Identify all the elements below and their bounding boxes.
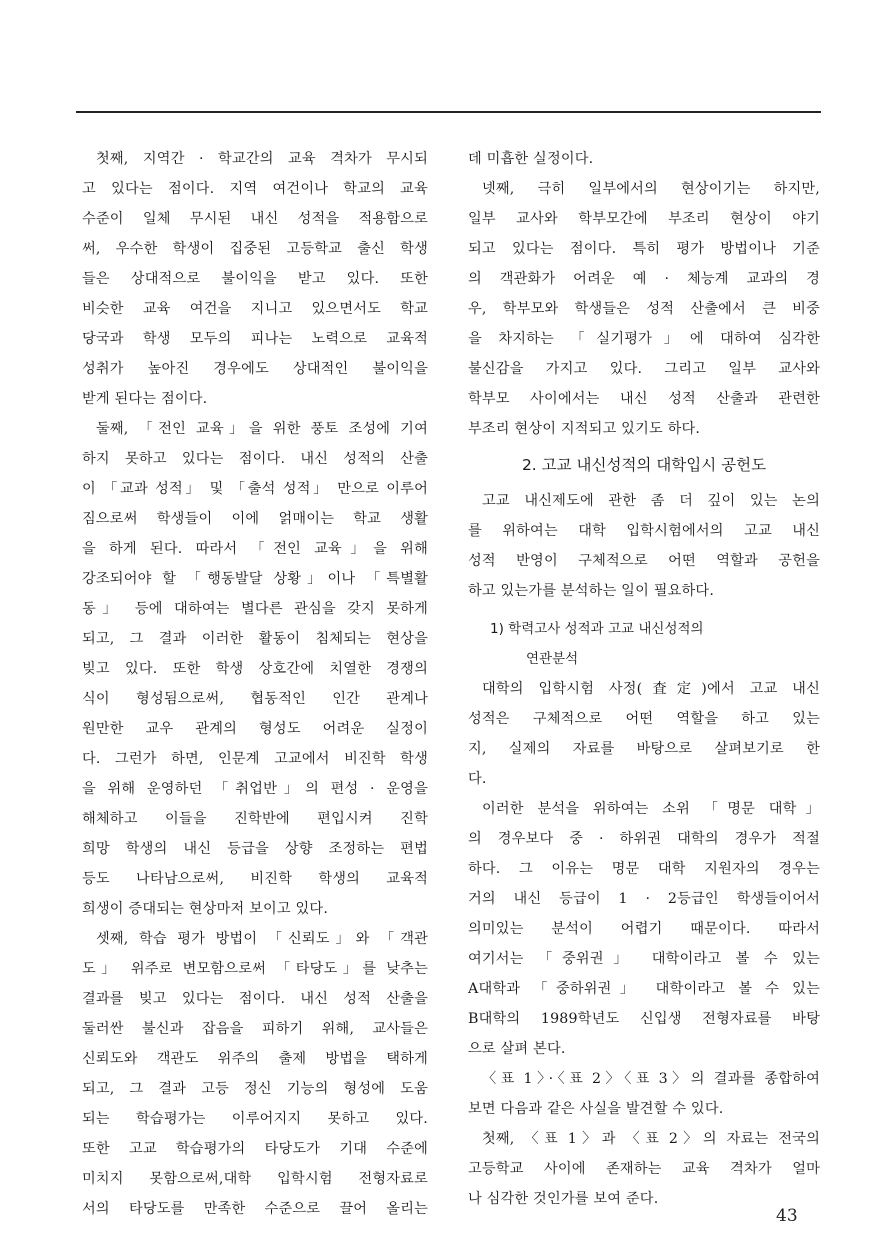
text-line: 고교 내신제도에 관한 좀 더 깊이 있는 논의	[482, 493, 820, 509]
text-line: 을 위해 운영하던 「취업반」의 편성 · 운영을	[82, 781, 428, 797]
text-line: 비슷한 교육 여건을 지니고 있으면서도 학교	[82, 301, 428, 317]
text-line: 서의 타당도를 만족한 수준으로 끌어 올리는	[82, 1201, 428, 1217]
text-line: 강조되어야 할 「행동발달 상황」이나 「특별활	[82, 571, 428, 587]
text-line: 이 「교과 성적」 및 「출석 성적」 만으로 이루어	[82, 481, 428, 497]
text-line: 보면 다음과 같은 사실을 발견할 수 있다.	[468, 1101, 724, 1117]
text-line: 되는 학습평가는 이루어지지 못하고 있다.	[82, 1111, 428, 1127]
text-line: 첫째, 지역간 · 학교간의 교육 격차가 무시되	[96, 151, 428, 167]
text-line: 하고 있는가를 분석하는 일이 필요하다.	[468, 583, 715, 599]
text-line: 되고, 그 결과 이러한 활동이 침체되는 현상을	[82, 631, 428, 647]
text-line: 미치지 못함으로써,대학 입학시험 전형자료로	[82, 1171, 428, 1187]
text-line: 되고, 그 결과 고등 정신 기능의 형성에 도움	[82, 1081, 428, 1097]
text-line: 희생이 증대되는 현상마저 보이고 있다.	[82, 901, 329, 917]
text-line: 동」 등에 대하여는 별다른 관심을 갖지 못하게	[82, 601, 428, 617]
text-line: 수준이 일체 무시된 내신 성적을 적용함으로	[82, 211, 428, 227]
page-number: 43	[776, 1206, 798, 1226]
section-heading: 2. 고교 내신성적의 대학입시 공헌도	[521, 456, 767, 474]
text-line: 불신감을 가지고 있다. 그리고 일부 교사와	[468, 361, 820, 377]
text-line: 성취가 높아진 경우에도 상대적인 불이익을	[82, 361, 428, 377]
text-line: 부조리 현상이 지적되고 있기도 하다.	[468, 421, 701, 437]
text-line: 셋째, 학습 평가 방법이 「신뢰도」와 「객관	[96, 931, 428, 947]
subsection-heading: 1) 학력고사 성적과 고교 내신성적의	[490, 621, 704, 637]
text-line: 성적은 구체적으로 어떤 역할을 하고 있는	[468, 711, 820, 727]
text-line: 짐으로써 학생들이 이에 얽매이는 학교 생활	[82, 511, 428, 527]
text-line: 을 차지하는 「실기평가」에 대하여 심각한	[468, 331, 820, 347]
text-line: 되고 있다는 점이다. 특히 평가 방법이나 기준	[468, 241, 820, 257]
text-line: 하다. 그 이유는 명문 대학 지원자의 경우는	[468, 861, 820, 877]
text-line: 고등학교 사이에 존재하는 교육 격차가 얼마	[468, 1161, 820, 1177]
text-line: 나 심각한 것인가를 보여 준다.	[468, 1191, 659, 1207]
text-line: 식이 형성됨으로써, 협동적인 인간 관계나	[82, 691, 428, 707]
text-line: 일부 교사와 학부모간에 부조리 현상이 야기	[468, 211, 820, 227]
text-line: 원만한 교우 관계의 형성도 어려운 실정이	[82, 721, 428, 737]
text-line: 여기서는 「중위권」 대학이라고 볼 수 있는	[468, 951, 820, 967]
text-line: 의 경우보다 중 · 하위권 대학의 경우가 적절	[468, 831, 820, 847]
text-line: 또한 고교 학습평가의 타당도가 기대 수준에	[82, 1141, 428, 1157]
text-line: 대학의 입학시험 사정(査定)에서 고교 내신	[482, 681, 820, 697]
text-line: 해체하고 이들을 진학반에 편입시켜 진학	[82, 811, 428, 827]
text-line: 성적 반영이 구체적으로 어떤 역할과 공헌을	[468, 553, 820, 569]
text-line: 첫째, 〈표 1〉과 〈표 2〉의 자료는 전국의	[482, 1131, 820, 1147]
text-line: 결과를 빚고 있다는 점이다. 내신 성적 산출을	[82, 991, 428, 1007]
text-line: 고 있다는 점이다. 지역 여건이나 학교의 교육	[82, 181, 428, 197]
text-line: 거의 내신 등급이 1 · 2등급인 학생들이어서	[468, 891, 820, 907]
text-line: 써, 우수한 학생이 집중된 고등학교 출신 학생	[82, 241, 428, 257]
text-line: 하지 못하고 있다는 점이다. 내신 성적의 산출	[82, 451, 428, 467]
text-line: 희망 학생의 내신 등급을 상향 조정하는 편법	[82, 841, 428, 857]
text-line: 의 객관화가 어려운 예 · 체능계 교과의 경	[468, 271, 820, 287]
subsection-heading-continued: 연관분석	[526, 651, 579, 667]
text-line: A대학과 「중하위권」 대학이라고 볼 수 있는	[468, 981, 820, 997]
text-line: 둘러싼 불신과 잡음을 피하기 위해, 교사들은	[82, 1021, 428, 1037]
left-column	[82, 144, 428, 1224]
text-line: 다.	[468, 771, 487, 787]
text-line: 〈표 1〉·〈표 2〉〈표 3〉의 결과를 종합하여	[482, 1071, 820, 1087]
text-line: 도」 위주로 변모함으로써 「타당도」를 낮추는	[82, 961, 428, 977]
text-line: 으로 살펴 본다.	[468, 1041, 566, 1057]
right-column	[468, 144, 820, 1214]
text-line: 신뢰도와 객관도 위주의 출제 방법을 택하게	[82, 1051, 428, 1067]
text-line: 지, 실제의 자료를 바탕으로 살펴보기로 한	[468, 741, 820, 757]
header-rule	[76, 111, 821, 113]
text-line: 당국과 학생 모두의 피나는 노력으로 교육적	[82, 331, 428, 347]
text-line: 우, 학부모와 학생들은 성적 산출에서 큰 비중	[468, 301, 820, 317]
text-line: 을 하게 된다. 따라서 「전인 교육」을 위해	[82, 541, 428, 557]
text-line: 넷째, 극히 일부에서의 현상이기는 하지만,	[482, 181, 820, 197]
text-line: 를 위하여는 대학 입학시험에서의 고교 내신	[468, 523, 820, 539]
text-line: 의미있는 분석이 어렵기 때문이다. 따라서	[468, 921, 820, 937]
text-line: 둘째, 「전인 교육」을 위한 풍토 조성에 기여	[96, 421, 428, 437]
text-line: 데 미흡한 실정이다.	[468, 151, 594, 167]
text-line: 학부모 사이에서는 내신 성적 산출과 관련한	[468, 391, 820, 407]
text-line: B대학의 1989학년도 신입생 전형자료를 바탕	[468, 1011, 820, 1027]
text-line: 빚고 있다. 또한 학생 상호간에 치열한 경쟁의	[82, 661, 428, 677]
text-line: 등도 나타남으로써, 비진학 학생의 교육적	[82, 871, 428, 887]
text-line: 들은 상대적으로 불이익을 받고 있다. 또한	[82, 271, 428, 287]
text-line: 이러한 분석을 위하여는 소위 「명문 대학」	[482, 801, 820, 817]
text-line: 다. 그런가 하면, 인문계 고교에서 비진학 학생	[82, 751, 428, 767]
text-line: 받게 된다는 점이다.	[82, 391, 208, 407]
